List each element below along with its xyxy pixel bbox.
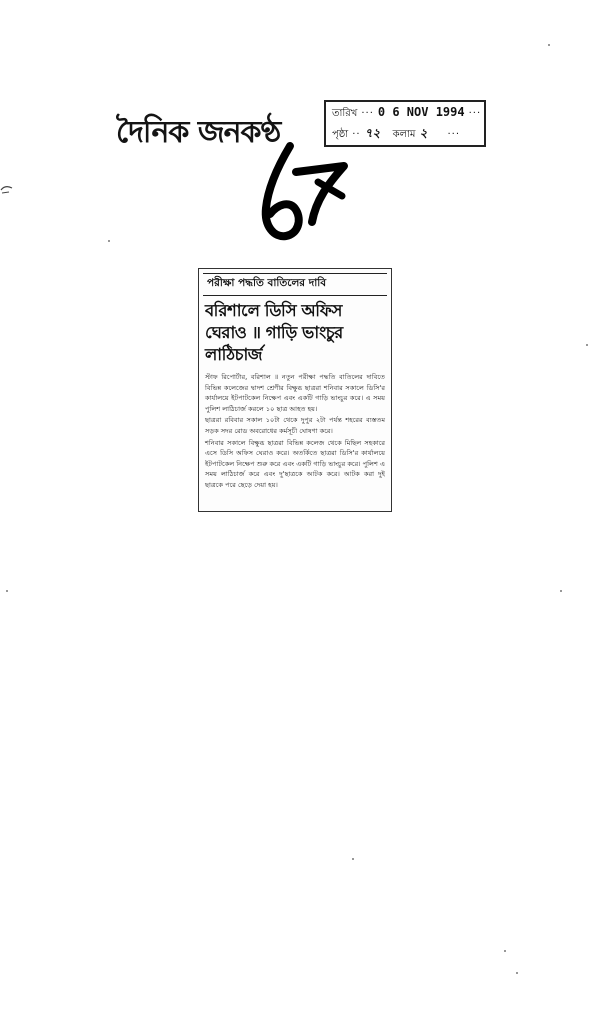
clipping-paragraph: শনিবার সকালে বিক্ষুব্ধ ছাত্ররা বিভিন্ন কলেজ থেকে মিছিল সহকারে এসে ডিসি অফিস ঘেরাও করে। অতর্কিতে ছাত্ররা ডিসি'র কার্যালয়ে ইটপাটকেল নিক্ষেপ শুরু করে এবং একটি গাড়ি ভাংচুর করে। পুলিশ এ সময় লাঠিচার্জ করে এবং দু'ছাত্রকে আটক করে। আটক করা দুই ছাত্রকে পরে ছেড়ে দেয়া হয়। bbox=[205, 438, 385, 489]
stamp-page-value: ৭২ bbox=[364, 126, 381, 140]
clipping-body bbox=[205, 372, 385, 491]
stamp-date-value: 0 6 NOV 1994 bbox=[377, 105, 465, 119]
newspaper-clipping bbox=[198, 268, 392, 512]
stamp-dots: ··· bbox=[361, 108, 374, 119]
scan-speck bbox=[560, 590, 562, 592]
stamp-dots: ·· bbox=[352, 129, 361, 140]
stamp-date-label: তারিখ bbox=[332, 108, 358, 119]
scan-speck bbox=[6, 590, 8, 592]
stamp-page-row bbox=[332, 125, 478, 145]
stamp-date-row bbox=[332, 105, 482, 125]
stamp-column-label: কলাম bbox=[392, 129, 416, 140]
stamp-dots: ··· bbox=[447, 129, 461, 140]
newspaper-masthead: দৈনিক জনকণ্ঠ bbox=[116, 115, 281, 150]
scan-speck bbox=[504, 950, 506, 952]
handwritten-number-67 bbox=[256, 138, 352, 248]
clipping-kicker: পরীক্ষা পদ্ধতি বাতিলের দাবি bbox=[203, 273, 387, 296]
stamp-dots: ··· bbox=[468, 108, 482, 119]
clipping-paragraph: ছাত্ররা রবিবার সকাল ১০টা থেকে দুপুর ২টা পর্যন্ত শহরের ব্যস্ততম সড়ক সদর রোড অবরোধের কর্মসূচী ঘোষণা করে। bbox=[205, 416, 385, 435]
stamp-page-label: পৃষ্ঠা bbox=[332, 129, 349, 140]
stamp-column-value: ২ bbox=[419, 126, 428, 140]
scan-speck bbox=[586, 344, 588, 346]
clipping-paragraph: স্টাফ রিপোর্টার, বরিশাল ॥ নতুন পরীক্ষা পদ্ধতি বাতিলের দাবিতে বিভিন্ন কলেজের দ্বাদশ শ্রেণীর বিক্ষুব্ধ ছাত্ররা শনিবার সকালে ডিসি'র কার্যালয়ে ইটপাটকেল নিক্ষেপ এবং একটি গাড়ি ভাংচুর করে। এ সময় পুলিশ লাঠিচার্জ করলে ১০ ছাত্র আহত হয়। bbox=[205, 373, 385, 413]
scan-speck bbox=[548, 44, 550, 46]
scan-speck bbox=[352, 858, 354, 860]
clipping-headline: বরিশালে ডিসি অফিস ঘেরাও ॥ গাড়ি ভাংচুর লাঠিচার্জ bbox=[205, 301, 343, 364]
scan-speck bbox=[516, 972, 518, 974]
scan-speck bbox=[108, 240, 110, 242]
margin-mark bbox=[0, 184, 14, 196]
